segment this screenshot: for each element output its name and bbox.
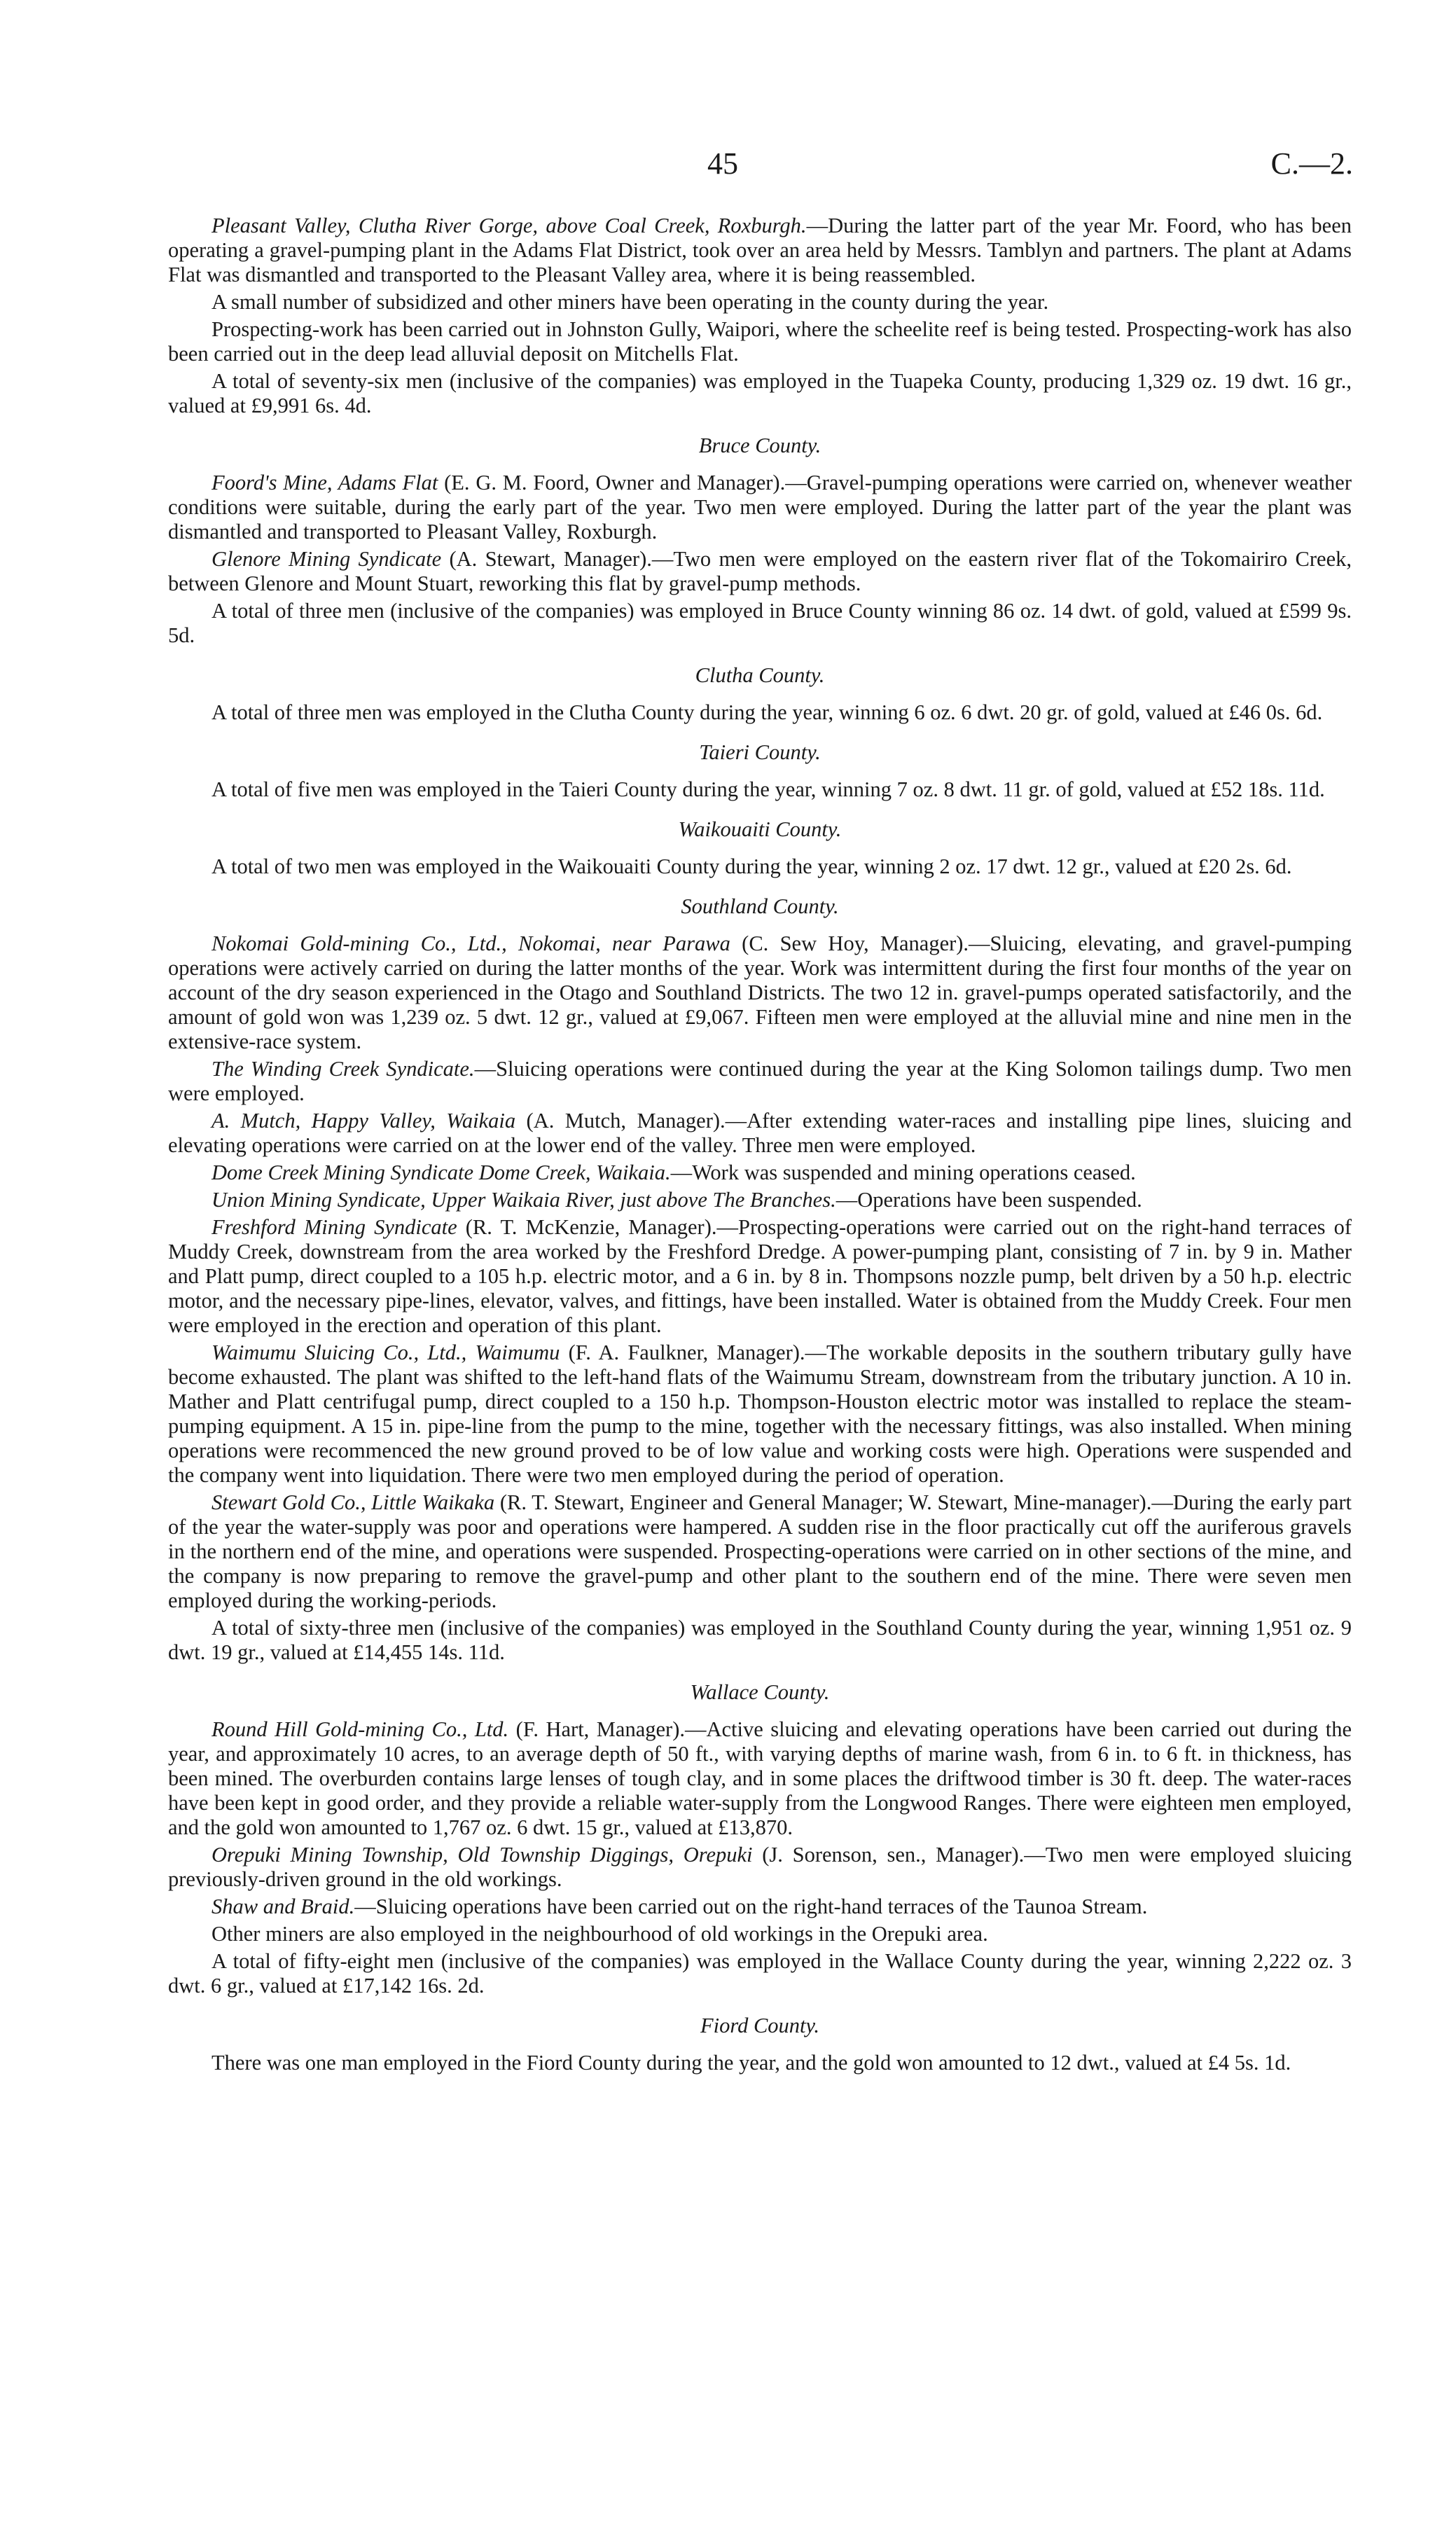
paragraph-text: (A. Mutch, Manager).—After extending water-races and installing pipe lines, sluicing and elevating operations were carried on at the lower end of the valley. Three men were employed.	[168, 1109, 1352, 1157]
paragraph-lead: Stewart Gold Co., Little Waikaka	[212, 1490, 495, 1514]
paragraph-lead: Glenore Mining Syndicate	[212, 547, 442, 571]
paragraph-text: (R. T. Stewart, Engineer and General Manager; W. Stewart, Mine-manager).—During the early part of the year the water-supply was poor and operations were hampered. A sudden rise in the floor practically cut off the auriferous gravels in the northern end of the mine, and operations were suspended. Prospecting-operations were carried on in other sections of the mine, and the company is now preparing to remove the gravel-pump and other plant to the southern end of the mine. There were seven men employed during the working-periods.	[168, 1490, 1352, 1612]
paragraph-text: A total of two men was employed in the Waikouaiti County during the year, winning 2 oz. 17 dwt. 12 gr., valued at £20 2s. 6d.	[212, 854, 1292, 878]
paragraph-text: Other miners are also employed in the neighbourhood of old workings in the Orepuki area.	[212, 1922, 988, 1946]
paragraph	[168, 1109, 1352, 1158]
paragraph-text: A total of five men was employed in the Taieri County during the year, winning 7 oz. 8 dwt. 11 gr. of gold, valued at £52 18s. 11d.	[212, 777, 1325, 801]
section-heading: Wallace County.	[690, 1680, 830, 1704]
paragraph-lead: Round Hill Gold-mining Co., Ltd.	[212, 1717, 509, 1741]
paragraph-lead: Dome Creek Mining Syndicate Dome Creek, Waikaia.	[212, 1161, 671, 1184]
paragraph-text: —Operations have been suspended.	[836, 1188, 1142, 1212]
paragraph-lead: Shaw and Braid.	[212, 1895, 355, 1918]
paragraph-text: A total of seventy-six men (inclusive of the companies) was employed in the Tuapeka County, producing 1,329 oz. 19 dwt. 16 gr., valued at £9,991 6s. 4d.	[168, 369, 1352, 417]
paragraph	[168, 369, 1352, 418]
paragraph-text: A total of sixty-three men (inclusive of the companies) was employed in the Southland County during the year, winning 1,951 oz. 9 dwt. 19 gr., valued at £14,455 14s. 11d.	[168, 1616, 1352, 1664]
paragraph	[168, 547, 1352, 596]
section-heading: Clutha County.	[695, 663, 825, 687]
paragraph-text: There was one man employed in the Fiord County during the year, and the gold won amounted to 12 dwt., valued at £4 5s. 1d.	[212, 2051, 1291, 2075]
paragraph-lead: Pleasant Valley, Clutha River Gorge, above Coal Creek, Roxburgh.	[212, 214, 807, 237]
paragraph-lead: A. Mutch, Happy Valley, Waikaia	[212, 1109, 516, 1133]
paragraph-text: —Sluicing operations were continued during the year at the King Solomon tailings dump. Two men were employed.	[168, 1057, 1352, 1105]
paragraph-text: Prospecting-work has been carried out in Johnston Gully, Waipori, where the scheelite reef is being tested. Prospecting-work has also been carried out in the deep lead alluvial deposit on Mitchells Flat.	[168, 317, 1352, 366]
paragraph	[168, 1949, 1352, 1998]
section-heading: Taieri County.	[699, 740, 821, 764]
section-heading: Southland County.	[681, 894, 839, 918]
paragraph	[168, 854, 1352, 879]
paragraph-text: (F. Hart, Manager).—Active sluicing and elevating operations have been carried out during the year, and approximately 10 acres, to an average depth of 50 ft., with varying depths of marine wash, from 6 in. to 6 ft. in thickness, has been mined. The overburden contains large lenses of tough clay, and in some places the driftwood timber is 30 ft. deep. The water-races have been kept in good order, and they provide a reliable water-supply from the Longwood Ranges. There were eighteen men employed, and the gold won amounted to 1,767 oz. 6 dwt. 15 gr., valued at £13,870.	[168, 1717, 1352, 1839]
section-heading: Fiord County.	[700, 2014, 819, 2037]
paragraph	[168, 1616, 1352, 1665]
paragraph	[168, 1843, 1352, 1892]
paragraph	[168, 777, 1352, 802]
paragraph-text: (R. T. McKenzie, Manager).—Prospecting-operations were carried out on the right-hand terraces of Muddy Creek, downstream from the area worked by the Freshford Dredge. A power-pumping plant, consisting of 7 in. by 9 in. Mather and Platt pump, direct coupled to a 105 h.p. electric motor, and a 6 in. by 8 in. Thompsons nozzle pump, belt driven by a 50 h.p. electric motor, and the necessary pipe-lines, elevator, valves, and fittings, have been installed. Water is obtained from the Muddy Creek. Four men were employed in the erection and operation of this plant.	[168, 1215, 1352, 1337]
paragraph	[168, 317, 1352, 366]
paragraph	[168, 1057, 1352, 1106]
paragraph-text: —Work was suspended and mining operations ceased.	[670, 1161, 1136, 1184]
paragraph-text: A total of fifty-eight men (inclusive of the companies) was employed in the Wallace County during the year, winning 2,222 oz. 3 dwt. 6 gr., valued at £17,142 16s. 2d.	[168, 1949, 1352, 1997]
paragraph-text: A total of three men was employed in the Clutha County during the year, winning 6 oz. 6 dwt. 20 gr. of gold, valued at £46 0s. 6d.	[212, 700, 1323, 724]
section-heading: Bruce County.	[698, 434, 821, 457]
paragraph-text: (E. G. M. Foord, Owner and Manager).—Gravel-pumping operations were carried on, whenever weather conditions were suitable, during the early part of the year. Two men were employed. During the latter part of the year the plant was dismantled and transported to Pleasant Valley, Roxburgh.	[168, 471, 1352, 543]
document-reference: C.—2.	[1270, 146, 1353, 181]
paragraph-text: (A. Stewart, Manager).—Two men were employed on the eastern river flat of the Tokomairiro Creek, between Glenore and Mount Stuart, reworking this flat by gravel-pump methods.	[168, 547, 1352, 595]
paragraph-text: (J. Sorenson, sen., Manager).—Two men were employed sluicing previously-driven ground in the old workings.	[168, 1843, 1352, 1891]
paragraph	[168, 1188, 1352, 1212]
paragraph-lead: Freshford Mining Syndicate	[212, 1215, 457, 1239]
paragraph-lead: Waimumu Sluicing Co., Ltd., Waimumu	[212, 1341, 560, 1364]
paragraph	[168, 1490, 1352, 1613]
paragraph	[168, 1161, 1352, 1185]
section-heading: Waikouaiti County.	[678, 817, 842, 841]
paragraph	[168, 2051, 1352, 2075]
paragraph	[168, 1922, 1352, 1946]
paragraph-text: A total of three men (inclusive of the companies) was employed in Bruce County winning 86 oz. 14 dwt. of gold, valued at £599 9s. 5d.	[168, 599, 1352, 647]
paragraph	[168, 932, 1352, 1054]
paragraph-text: (C. Sew Hoy, Manager).—Sluicing, elevating, and gravel-pumping operations were actively carried on during the latter months of the year. Work was intermittent during the first four months of the year on account of the dry season experienced in the Otago and Southland Districts. The two 12 in. gravel-pumps operated satisfactorily, and the amount of gold won was 1,239 oz. 5 dwt. 12 gr., valued at £9,067. Fifteen men were employed at the alluvial mine and nine men in the extensive-race system.	[168, 932, 1352, 1053]
paragraph-text: —During the latter part of the year Mr. Foord, who has been operating a gravel-pumping plant in the Adams Flat District, took over an area held by Messrs. Tamblyn and partners. The plant at Adams Flat was dismantled and transported to the Pleasant Valley area, where it is being reassembled.	[168, 214, 1352, 286]
paragraph-lead: Orepuki Mining Township, Old Township Diggings, Orepuki	[212, 1843, 753, 1867]
paragraph	[168, 1717, 1352, 1840]
paragraph-text: (F. A. Faulkner, Manager).—The workable deposits in the southern tributary gully have become exhausted. The plant was shifted to the left-hand flats of the Waimumu Stream, downstream from the tributary junction. A 10 in. Mather and Platt centrifugal pump, direct coupled to a 150 h.p. Thompson-Houston electric motor was installed to replace the steam-pumping equipment. A 15 in. pipe-line from the pump to the mine, together with the necessary fittings, was also installed. When mining operations were recommenced the new ground proved to be of low value and working costs were high. Operations were suspended and the company went into liquidation. There were two men employed during the period of operation.	[168, 1341, 1352, 1487]
paragraph-lead: Foord's Mine, Adams Flat	[212, 471, 438, 494]
paragraph-lead: The Winding Creek Syndicate.	[212, 1057, 475, 1081]
paragraph-text: —Sluicing operations have been carried out on the right-hand terraces of the Taunoa Stream.	[354, 1895, 1148, 1918]
paragraph	[168, 214, 1352, 287]
paragraph	[168, 1215, 1352, 1338]
page-number: 45	[707, 146, 738, 181]
paragraph	[168, 599, 1352, 648]
paragraph	[168, 471, 1352, 544]
paragraph	[168, 290, 1352, 314]
paragraph-lead: Union Mining Syndicate, Upper Waikaia River, just above The Branches.	[212, 1188, 836, 1212]
paragraph	[168, 1341, 1352, 1488]
paragraph	[168, 700, 1352, 725]
report-body	[168, 214, 1352, 2078]
paragraph-text: A small number of subsidized and other miners have been operating in the county during the year.	[212, 290, 1049, 314]
paragraph	[168, 1895, 1352, 1919]
paragraph-lead: Nokomai Gold-mining Co., Ltd., Nokomai, near Parawa	[212, 932, 730, 955]
page-header	[0, 146, 1456, 188]
